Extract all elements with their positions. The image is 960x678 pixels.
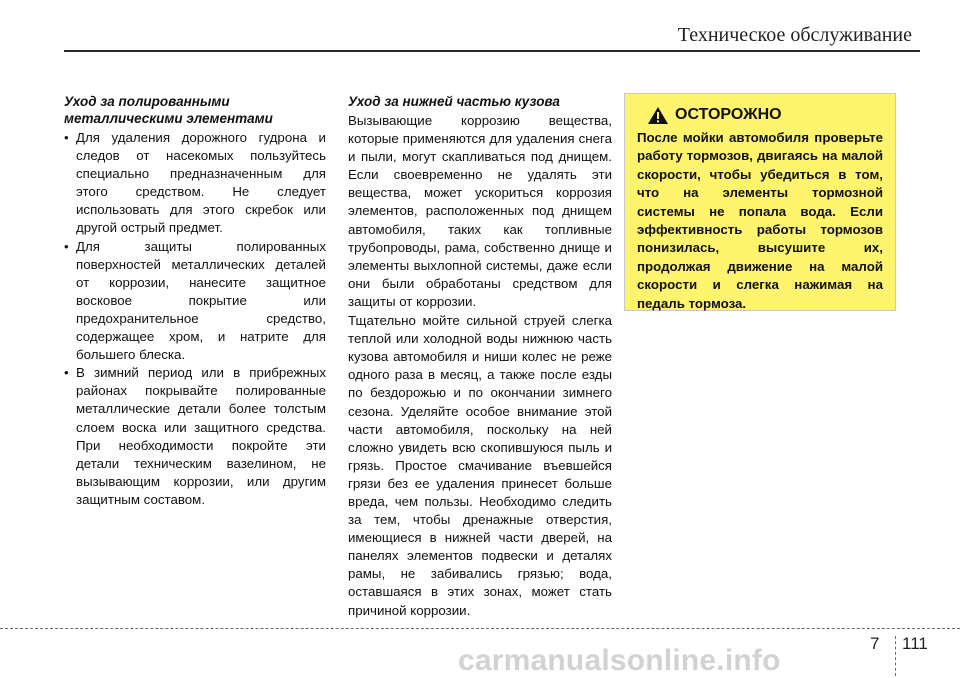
chapter-number: 7	[870, 634, 880, 653]
warning-text: После мойки автомобиля проверьте работу тормозов, двигаясь на малой скорости, чтобы убедиться в том, что на элементы тормозной системы не попала вода. Если эффективность работы тормозов понизилась, высушите их, продолжая движение на малой скорости и слегка нажимая на педаль тормоза.	[637, 130, 883, 311]
section-heading-underbody: Уход за нижней частью кузова	[348, 94, 560, 109]
footer-separator	[895, 636, 896, 676]
heading-line-2: металлическими элементами	[64, 111, 273, 126]
header-title: Техническое обслуживание	[677, 24, 912, 46]
list-item: • Для защиты полированных поверхностей металлических деталей от коррозии, нанесите защитное восковое покрытие или предохранительное средство, содержащее хром, и натрите для большего блеска.	[64, 238, 326, 365]
list-item: • В зимний период или в прибрежных районах покрывайте полированные металлические детали более толстым слоем воска или защитного средства. При необходимости покройте эти детали техническим вазелином, не вызывающим коррозии, или другим защитным составом.	[64, 364, 326, 509]
warning-triangle-icon	[647, 106, 669, 125]
polished-metal-list	[64, 129, 326, 509]
paragraph: Вызывающие коррозию вещества, которые применяются для удаления снега и пыли, могут скапливаться под днищем. Если своевременно не удалять эти вещества, может ускориться коррозия элементов, расположенных под днищем автомобиля, таких как топливные трубопроводы, рама, собственно днище и элементы выхлопной системы, даже если они были обработаны средством для защиты от коррозии.	[348, 113, 612, 309]
header-divider	[64, 50, 920, 52]
column-polished-metal	[64, 93, 326, 509]
page-number: 111	[902, 634, 928, 653]
warning-title: ОСТОРОЖНО	[675, 106, 782, 123]
list-item: • Для удаления дорожного гудрона и следов от насекомых пользуйтесь специально предназначенным для этого средством. Не следует использовать для этого скребок или другой острый предмет.	[64, 129, 326, 238]
watermark: carmanualsonline.info	[458, 644, 781, 677]
warning-header	[637, 105, 883, 125]
warning-box	[624, 93, 896, 311]
heading-line-1: Уход за полированными	[64, 94, 230, 109]
paragraph: Тщательно мойте сильной струей слегка теплой или холодной воды нижнюю часть кузова автомобиля и ниши колес не реже одного раза в месяц, а также после езды по бездорожью и по окончании зимнего сезона. Уделяйте особое внимание этой части автомобиля, поскольку на ней сложно увидеть всю скопившуюся пыль и грязь. Простое смачивание въевшейся грязи без ее удаления принесет больше вреда, чем пользы. Необходимо следить за тем, чтобы дренажные отверстия, имеющиеся в нижней части дверей, на панелях элементов подвески и деталях рамы, не забивались грязью; вода, оставшаяся в этих зонах, может стать причиной коррозии.	[348, 313, 612, 618]
footer-divider	[0, 628, 960, 629]
column-underbody	[348, 93, 612, 620]
section-heading-polished-metal	[64, 93, 326, 127]
